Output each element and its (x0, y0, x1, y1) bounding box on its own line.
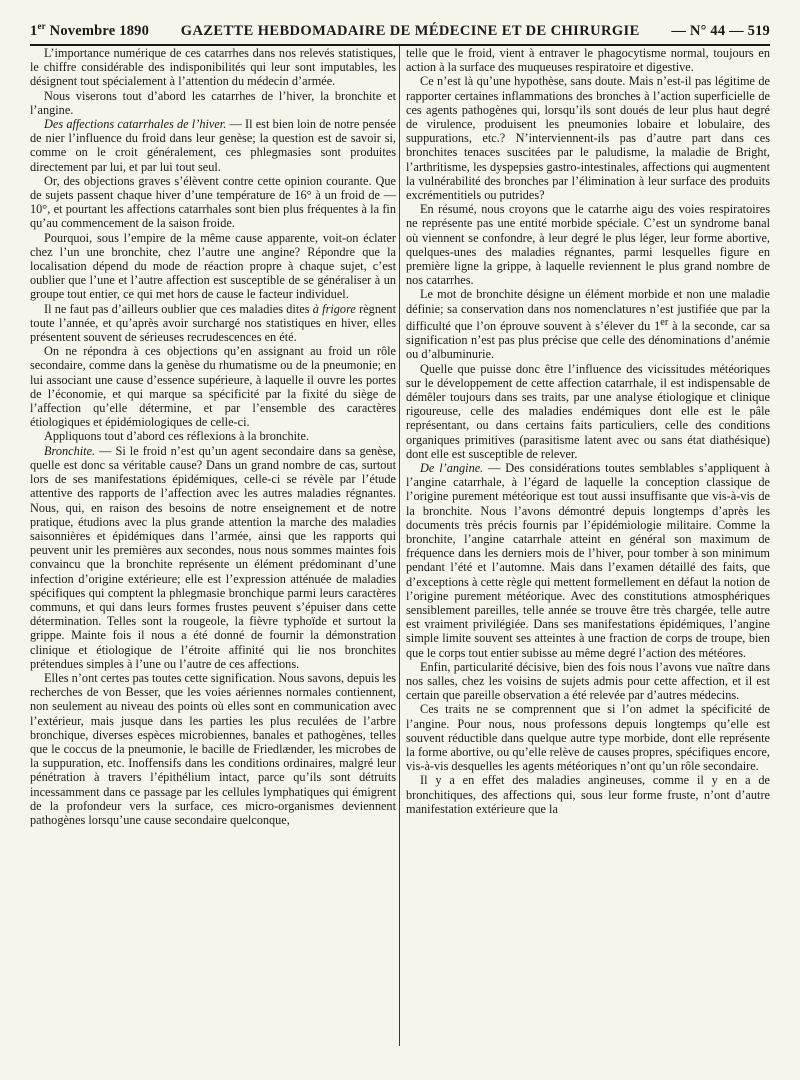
issue-page-number: — N° 44 — 519 (671, 23, 770, 39)
left-column (30, 46, 396, 827)
issue-date: 1er Novembre 1890 (30, 21, 150, 39)
paragraph: Enfin, particularité décisive, bien des fois nous l’avons vue naître dans nos salles, chez les voisins de sujets admis pour cette affection, et il est certain que pareille observation a été relevée par d’autres médecins. (406, 659, 770, 703)
paragraph: Or, des objections graves s’élèvent contre cette opinion courante. Que de sujets passent chaque hiver d’une température de 16° à un froid de —10°, et pourtant les affections catarrhales sont bien plus fréquentes à la fin qu’au commencement de la saison froide. (30, 173, 396, 231)
section-heading: Des affections catarrhales de l’hiver. (44, 117, 227, 132)
journal-title: GAZETTE HEBDOMADAIRE DE MÉDECINE ET DE CHIRURGIE (180, 23, 640, 39)
paragraph: De l’angine. — Des considérations toutes semblables s’appliquent à l’angine catarrhale, à l’égard de laquelle la conception classique de l’origine purement météorique est tout aussi insuffisante que vis-à-vis de la bronchite. Nous l’avons démontré depuis longtemps d’après les documents très précis fournis par l’épidémiologie militaire. Comme la bronchite, l’angine catarrhale atteint en général son maximum de fréquence dans les derniers mois de l’hiver, pour tomber à son minimum pendant l’été et l’automne. Mais dans l’examen détaillé des faits, que d’exceptions à cette règle qui mettent formellement en défaut la notion de l’origine purement météorique. Avec des constitutions atmosphériques sensiblement pareilles, telle année se trouve être très chargée, telle autre est vraiment privilégiée. Dans ses manifestations épidémiques, l’angine simple limite souvent ses atteintes à une fraction de corps de troupe, bien que le corps tout entier subisse au même degré l’action des météores. (406, 460, 771, 660)
running-header (30, 14, 770, 46)
paragraph: Des affections catarrhales de l’hiver. — Il est bien loin de notre pensée de nier l’influence du froid dans leur genèse; la question est de savoir si, comme on le croit généralement, ces phlegmasies sont produites directement par lui, et par lui tout seul. (30, 117, 396, 174)
section-heading: De l’angine. (420, 460, 484, 475)
paragraph: L’importance numérique de ces catarrhes dans nos relevés statistiques, le chiffre considérable des indisponibilités qui leur sont imputables, les désignent tout spécialement à l’attention du médecin d’armée. (30, 46, 396, 89)
paragraph: Ces traits ne se comprennent que si l’on admet la spécificité de l’angine. Pour nous, nous professons depuis longtemps qu’elle est souvent réductible dans quelque autre type morbide, dont elle représente la forme abortive, ou qu’elle relève de causes propres, spécifiques encore, vis-à-vis desquelles les agents météoriques n’ont qu’un rôle secondaire. (406, 702, 770, 774)
paragraph: Elles n’ont certes pas toutes cette signification. Nous savons, depuis les recherches de von Besser, que les voies aériennes normales contiennent, non seulement au niveau des points où elles sont en communication avec l’extérieur, mais jusque dans les parties les plus reculées de l’arbre bronchique, diverses espèces microbiennes, banales et pathogènes, telles que le coccus de la pneumonie, le bacille de Friedlænder, les microbes de la suppuration, etc. Inoffensifs dans les conditions ordinaires, malgré leur pénétration à travers l’épithélium intact, parce qu’ils sont détruits incessamment dans ce passage par les cellules lymphatiques qui émigrent de la profondeur vers la surface, ces micro-organismes deviennent pathogènes lorsqu’une cause secondaire quelconque, (30, 670, 396, 827)
section-heading: Bronchite. (44, 443, 96, 458)
paragraph: Bronchite. — Si le froid n’est qu’un agent secondaire dans sa genèse, quelle est donc sa véritable cause? Dans un grand nombre de cas, surtout lors de ses manifestations épidémiques, celle-ci se révèle par l’étude attentive des rapports de l’affection avec les autres maladies régnantes. Nous, qui, en raison des besoins de notre enseignement et de notre pratique, étudions avec la plus grande attention la marche des maladies saisonnières et épidémiques dans l’armée, ainsi que les rapports qui peuvent unir les premières aux secondes, nous nous sommes maintes fois convaincu que la bronchite représente un élément prédominant d’une infection d’origine extérieure; elle est l’expression atténuée de maladies spécifiques qui comptent la phlegmasie bronchique parmi leurs caractères communs, et qui dans leurs formes frustes peuvent s’épuiser dans cette détermination. Telles sont la rougeole, la fièvre typhoïde et surtout la grippe. Mainte fois il nous a été donné de fournir la démonstration clinique et étiologique de l’étroite affinité qui lie nos bronchites prétendues simples à l’une ou l’autre de ces affections. (30, 443, 396, 671)
paragraph: On ne répondra à ces objections qu’en assignant au froid un rôle secondaire, comme dans la genèse du rhumatisme ou de la pneumonie; en lui associant une cause d’essence supérieure, à laquelle il ouvre les portes de l’économie, et qui marque sa spécificité par la fixité du siège de l’affection qu’elle détermine, et par l’ensemble des caractères étiologiques et épidémiologiques de celle-ci. (30, 344, 396, 430)
right-column (406, 46, 770, 816)
paragraph: Il y a en effet des maladies angineuses, comme il y en a de bronchitiques, des affections qui, sous leur forme fruste, n’ont d’autre manifestation extérieure que la (406, 773, 770, 816)
paragraph: En résumé, nous croyons que le catarrhe aigu des voies respiratoires ne représente pas une entité morbide spéciale. C’est un syndrome banal où viennent se confondre, à leur degré le plus léger, leur forme abortive, quelques-unes des maladies régnantes, parmi lesquelles figure en première ligne la grippe, à laquelle reviennent le plus grand nombre de nos catarrhes. (406, 202, 770, 288)
paragraph: Quelle que puisse donc être l’influence des vicissitudes météoriques sur le développement de cette affection catarrhale, il est indispensable de démêler toujours dans ses traits, par une analyse étiologique et clinique rigoureuse, celle des maladies endémiques dont elle est le pâle représentant, ou dans certains faits particuliers, celle des conditions organiques primitives (parasitisme latent avec ou sans état diathésique) dont elle est susceptible de relever. (406, 361, 770, 461)
paragraph: Ce n’est là qu’une hypothèse, sans doute. Mais n’est-il pas légitime de rapporter certaines inflammations des bronches à l’action superficielle de ces agents pathogènes qui, lorsqu’ils sont doués de leur plus haut degré de virulence, produisent les pneumonies lobaire et lobulaire, des suppurations, etc.? N’interviennent-ils pas d’autre part dans ces bronchites tenaces suscitées par le paludisme, la maladie de Bright, l’arthritisme, les dyspepsies gastro-intestinales, affections qui augmentent la vulnérabilité des bronches par l’élimination à leur surface des produits excrémentitiels ou putrides? (406, 74, 770, 203)
paragraph: telle que le froid, vient à entraver le phagocytisme normal, toujours en action à la surface des muqueuses respiratoire et digestive. (406, 46, 770, 75)
paragraph: Appliquons tout d’abord ces réflexions à la bronchite. (44, 429, 309, 444)
column-divider (399, 46, 400, 1046)
paragraph: Le mot de bronchite désigne un élément morbide et non une maladie définie; sa conservation dans nos nomenclatures n’est justifiée que par la difficulté que l’on éprouve souvent à s’élever du 1er à la seconde, car sa signification n’est pas plus précise que celle des dénominations d’anémie ou d’albuminurie. (406, 287, 770, 362)
paragraph: Il ne faut pas d’ailleurs oublier que ces maladies dites à frigore règnent toute l’année, et qu’après avoir surchargé nos statistiques en hiver, elles présentent souvent de sérieuses recrudescences en été. (30, 301, 396, 345)
paragraph: Nous viserons tout d’abord les catarrhes de l’hiver, la bronchite et l’angine. (30, 88, 396, 117)
paragraph: Pourquoi, sous l’empire de la même cause apparente, voit-on éclater chez l’un une bronchite, chez l’autre une angine? Répondre que la localisation dépend du mode de réaction propre à chaque sujet, c’est oublier que l’une et l’autre affection est susceptible de se généraliser à un groupe tout entier, ce qui met hors de cause le facteur individuel. (30, 230, 396, 302)
